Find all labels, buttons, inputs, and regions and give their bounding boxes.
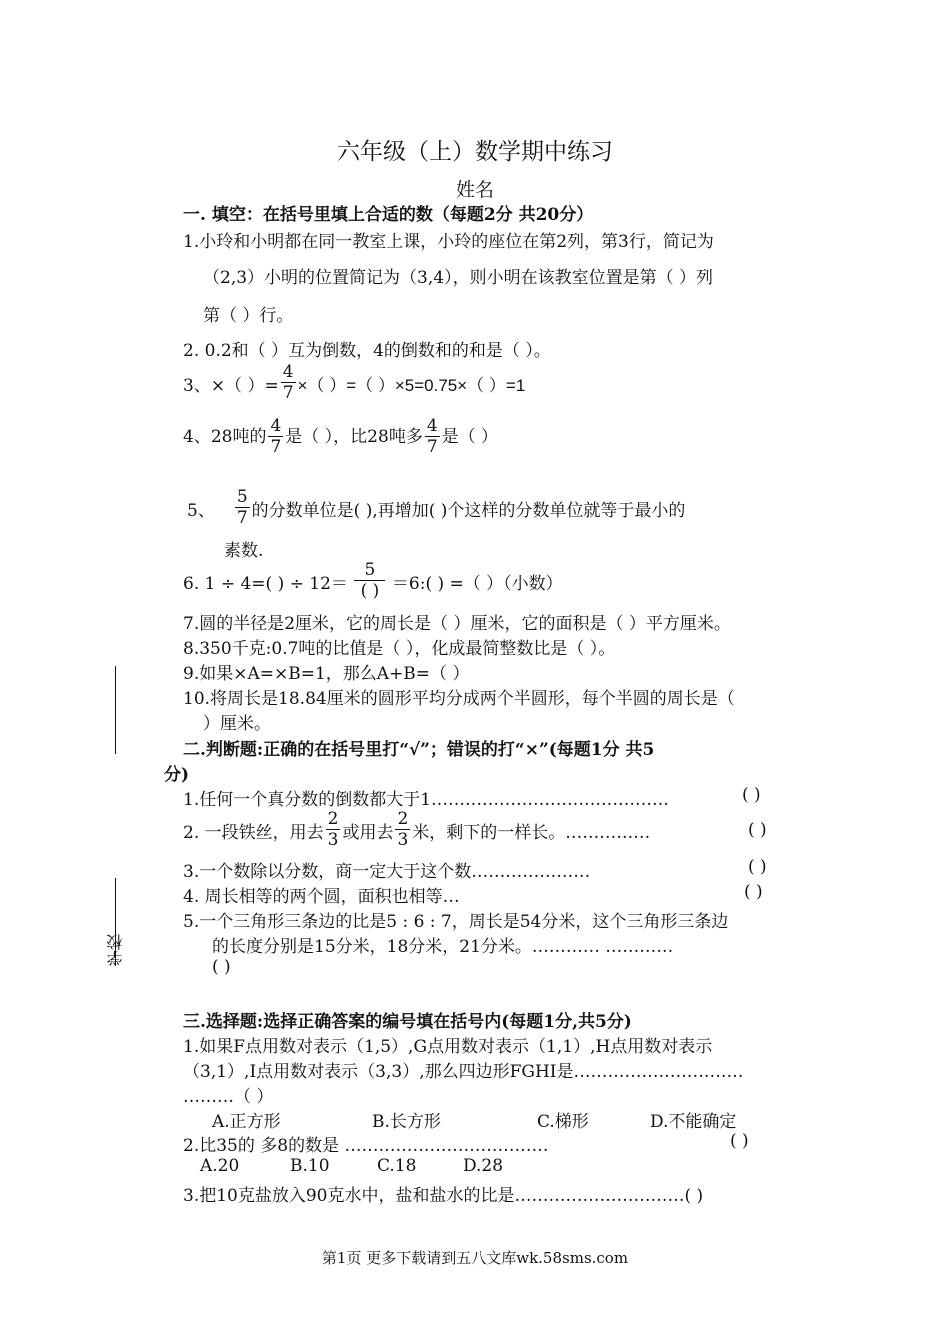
- name-label: 姓名: [455, 179, 494, 201]
- s2-q5-line2: 的长度分别是15分米，18分米，21分米。………… …………: [212, 937, 674, 957]
- s3-q1-line1: 1.如果F点用数对表示（1,5）,G点用数对表示（1,1）,H点用数对表示: [183, 1037, 713, 1057]
- denominator: 7: [282, 383, 294, 403]
- denominator: 3: [397, 830, 409, 850]
- s1-q7: 7.圆的半径是2厘米，它的周长是（ ）厘米，它的面积是（ ）平方厘米。: [183, 614, 731, 634]
- s1-q5-part-b: 的分数单位是( ),再增加( )个这样的分数单位就等于最小的: [251, 500, 686, 521]
- fraction-five-sevenths: [235, 489, 250, 527]
- s2-q2-part-a: 2. 一段铁丝，用去: [183, 822, 324, 843]
- fraction-four-sevenths: [268, 418, 283, 456]
- s3-q2: 2.比35的 多8的数是 ………………………………: [183, 1136, 549, 1156]
- s1-q3: [183, 360, 525, 406]
- s2-q2: [183, 807, 650, 853]
- margin-line-top: [115, 666, 116, 754]
- s1-q1-line1: 1.小玲和小明都在同一教室上课，小玲的座位在第2列，第3行，简记为: [183, 232, 714, 252]
- s2-q3: 3.一个数除以分数，商一定大于这个数…………………: [183, 862, 591, 882]
- s2-q3-bracket: ( ): [748, 857, 767, 877]
- s1-q4-part-a: 4、28吨的: [183, 427, 267, 447]
- s1-q5-line2: 素数.: [224, 541, 264, 561]
- s2-q1-bracket: ( ): [742, 785, 761, 805]
- numerator: 5: [354, 562, 385, 581]
- denominator: 7: [426, 437, 438, 457]
- s1-q10-line2: ）厘米。: [203, 714, 271, 734]
- s1-q6: [183, 558, 563, 604]
- s1-q6-part-b: ＝6:( ) =（ ）（小数）: [391, 573, 563, 594]
- s3-q1-option-b: B.长方形: [372, 1112, 441, 1132]
- s2-q5-line3: ( ): [212, 957, 231, 977]
- school-label: 学校: [106, 934, 125, 966]
- s3-q1-option-c: C.梯形: [537, 1112, 589, 1132]
- s1-q4: [183, 418, 498, 472]
- section1-heading: 一. 填空：在括号里填上合适的数（每题2分 共20分）: [183, 205, 594, 225]
- s1-q3-part-b: ×（ ）=（ ）×5=0.75×（ ）=1: [297, 375, 526, 395]
- denominator: ( ): [360, 581, 380, 601]
- s3-q2-option-a: A.20: [200, 1156, 240, 1176]
- s1-q1-line3: 第（ ）行。: [203, 306, 294, 326]
- page-footer: 第1页 更多下载请到五八文库wk.58sms.com: [321, 1249, 629, 1267]
- s1-q4-part-c: 是（ ）: [441, 427, 499, 447]
- s1-q9: 9.如果×A=×B=1，那么A+B=（ ）: [183, 664, 470, 684]
- numerator: 4: [282, 362, 294, 382]
- denominator: 3: [327, 830, 339, 850]
- numerator: 2: [397, 809, 409, 829]
- s2-q2-part-b: 或用去: [342, 822, 394, 843]
- section2-heading-cont: 分): [164, 765, 190, 785]
- s1-q4-part-b: 是（ ），比28吨多: [285, 427, 423, 447]
- s3-q3: 3.把10克盐放入90克水中，盐和盐水的比是…………………………( ): [183, 1186, 704, 1206]
- numerator: 2: [327, 809, 339, 829]
- s3-q1-line2: （3,1）,I点用数对表示（3,3）,那么四边形FGHI是…………………………: [183, 1062, 744, 1082]
- fraction-four-sevenths: [425, 418, 440, 456]
- s2-q4-bracket: ( ): [744, 882, 763, 902]
- s1-q5-part-a: 5、: [187, 500, 215, 521]
- denominator: 7: [270, 437, 282, 457]
- s1-q8: 8.350千克:0.7吨的比值是（ ），化成最简整数比是（ ）。: [183, 639, 616, 659]
- s3-q1-line3: ………（ ）: [183, 1087, 274, 1107]
- numerator: 4: [270, 416, 282, 436]
- s1-q2: 2. 0.2和（ ）互为倒数，4的倒数和的和是（ ）。: [183, 341, 551, 361]
- s3-q2-option-b: B.10: [290, 1156, 330, 1176]
- s2-q5-line1: 5.一个三角形三条边的比是5 : 6 : 7，周长是54分米，这个三角形三条边: [183, 912, 729, 932]
- fraction-two-thirds: [326, 811, 341, 849]
- s1-q6-part-a: 6. 1 ÷ 4=( ) ÷ 12＝: [183, 573, 348, 594]
- denominator: 7: [236, 508, 248, 528]
- section3-heading: 三.选择题:选择正确答案的编号填在括号内(每题1分,共5分): [183, 1012, 632, 1032]
- section2-heading: 二.判断题:正确的在括号里打“√”；错误的打“×”(每题1分 共5: [183, 740, 655, 760]
- fraction-five-over-blank: [350, 562, 390, 600]
- s1-q10-line1: 10.将周长是18.84厘米的圆形平均分成两个半圆形，每个半圆的周长是（: [183, 689, 735, 709]
- s1-q5: [187, 485, 685, 531]
- s3-q2-option-d: D.28: [463, 1156, 504, 1176]
- s3-q2-bracket: ( ): [730, 1131, 749, 1151]
- s3-q1-option-a: A.正方形: [212, 1112, 281, 1132]
- fraction-four-sevenths: [281, 364, 296, 402]
- s2-q4: 4. 周长相等的两个圆，面积也相等…: [183, 887, 460, 907]
- numerator: 5: [236, 487, 248, 507]
- s2-q2-bracket: ( ): [748, 820, 767, 840]
- s2-q2-part-c: 米，剩下的一样长。……………: [412, 822, 651, 843]
- fraction-two-thirds: [395, 811, 410, 849]
- s3-q1-option-d: D.不能确定: [650, 1112, 737, 1132]
- numerator: 4: [426, 416, 438, 436]
- page-title: 六年级（上）数学期中练习: [337, 139, 613, 165]
- s1-q3-part-a: 3、×（ ）=: [183, 375, 279, 396]
- s1-q1-line2: （2,3）小明的位置简记为（3,4），则小明在该教室位置是第（ ）列: [203, 268, 713, 288]
- s2-q1: 1.任何一个真分数的倒数都大于1……………………………………: [183, 790, 670, 810]
- s3-q2-option-c: C.18: [377, 1156, 417, 1176]
